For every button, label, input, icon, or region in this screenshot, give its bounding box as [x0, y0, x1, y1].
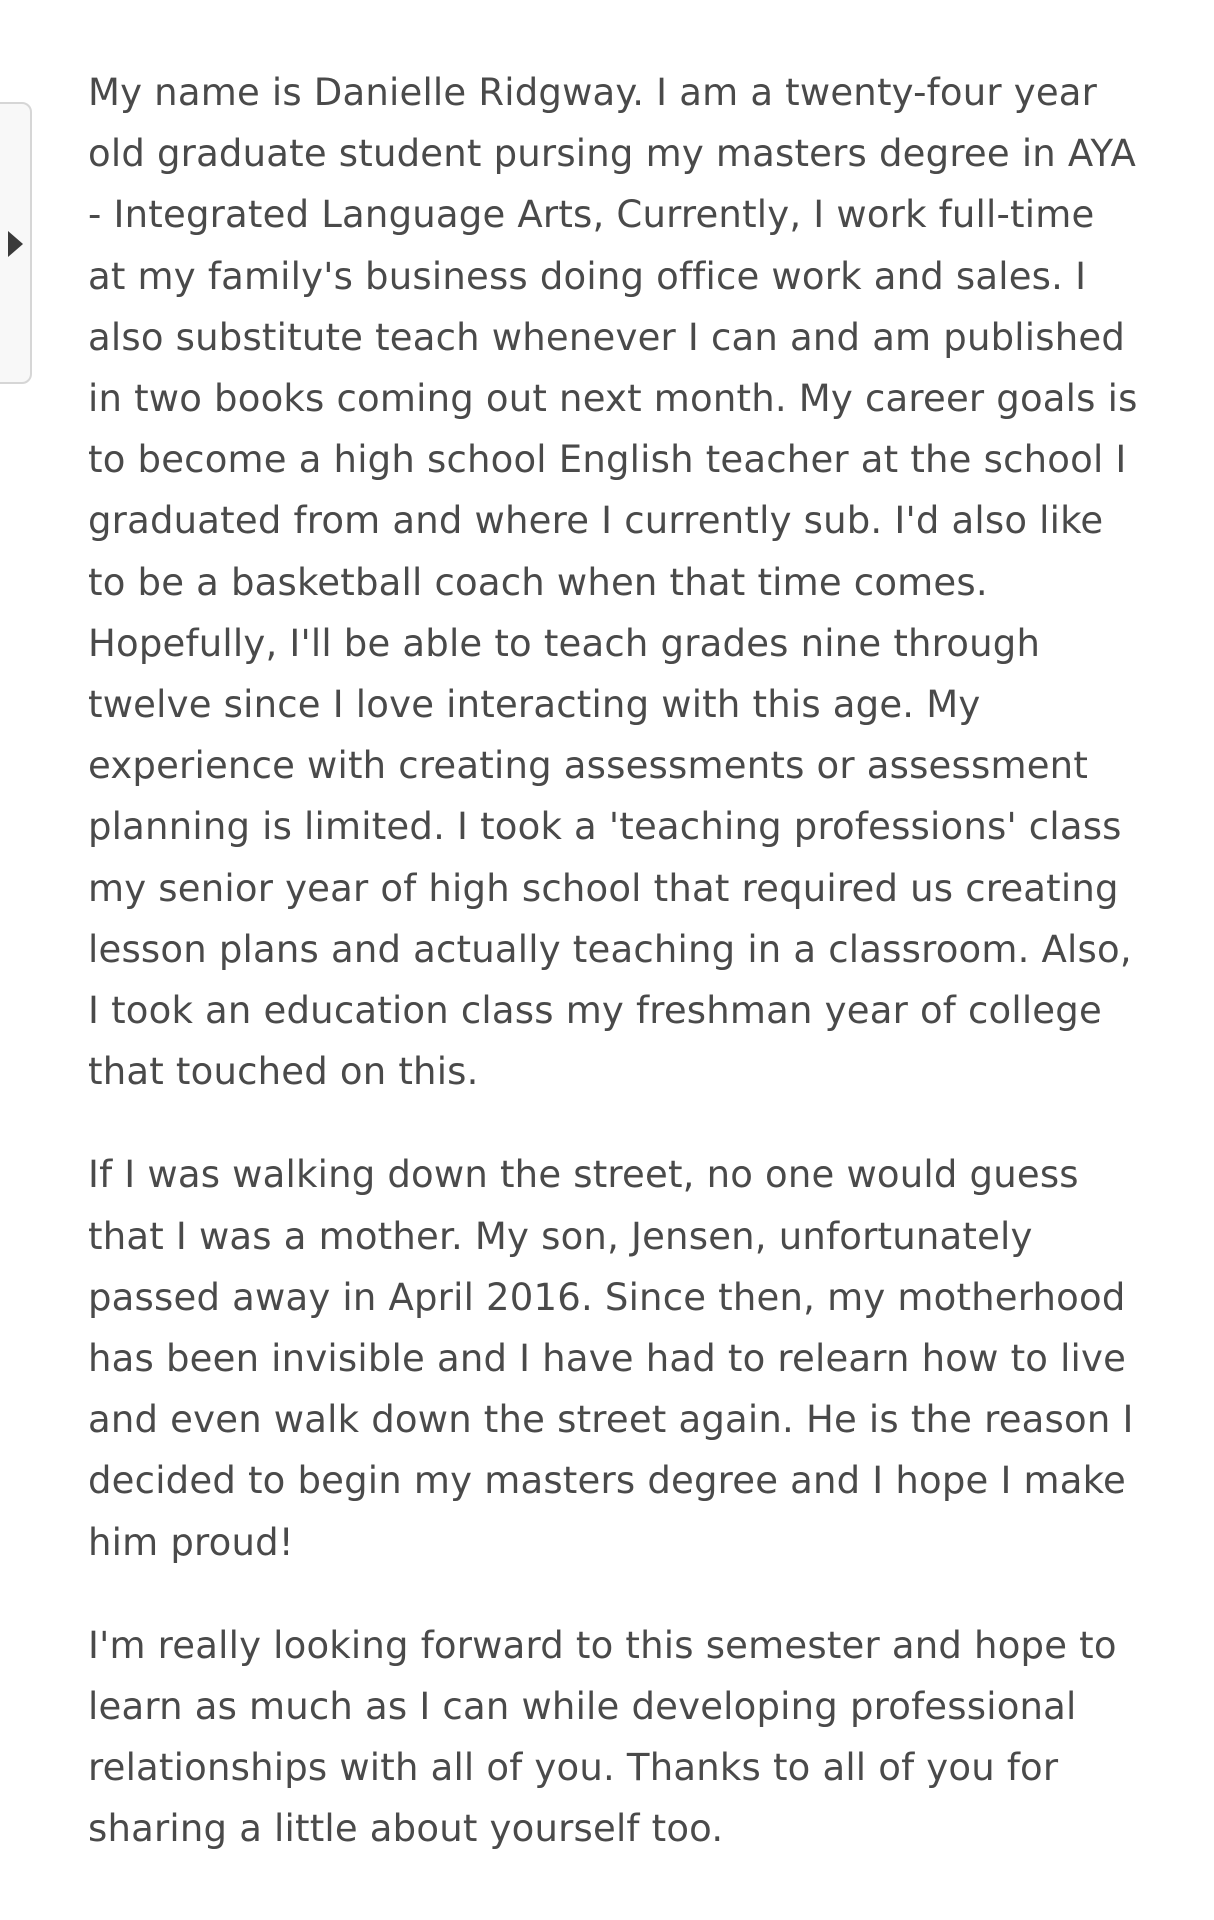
paragraph-intro: My name is Danielle Ridgway. I am a twenty-four year old graduate student pursing my masters degree in AYA - Integrated Language Arts, Currently, I work full-time at my family's business doing office work and sales. I also substitute teach whenever I can and am published in two books coming out next month. My career goals is to become a high school English teacher at the school I graduated from and where I currently sub. I'd also like to be a basketball coach when that time comes. Hopefully, I'll be able to teach grades nine through twelve since I love interacting with this age. My experience with creating assessments or assessment planning is limited. I took a 'teaching professions' class my senior year of high school that required us creating lesson plans and actually teaching in a classroom. Also, I took an education class my freshman year of college that touched on this. [88, 71, 1138, 1094]
post-body [88, 62, 1138, 1902]
side-panel-toggle[interactable] [0, 102, 32, 384]
paragraph-closing: I'm really looking forward to this semester and hope to learn as much as I can while developing professional relationships with all of you. Thanks to all of you for sharing a little about yourself too. [88, 1623, 1117, 1851]
paragraph-personal: If I was walking down the street, no one would guess that I was a mother. My son, Jensen, unfortunately passed away in April 2016. Since then, my motherhood has been invisible and I have had to relearn how to live and even walk down the street again. He is the reason I decided to begin my masters degree and I hope I make him proud! [88, 1153, 1134, 1564]
triangle-right-icon [8, 231, 23, 257]
